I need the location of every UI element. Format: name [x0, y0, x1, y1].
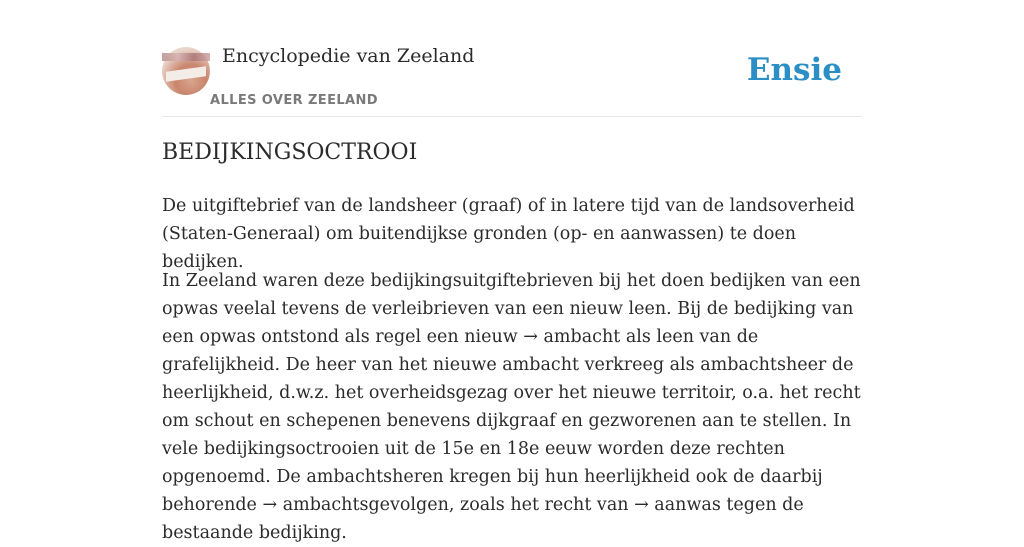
site-tagline: ALLES OVER ZEELAND — [210, 93, 378, 108]
site-header — [162, 0, 862, 117]
article-paragraph: In Zeeland waren deze bedijkingsuitgiftebrieven bij het doen bedijken van een opwas veelal tevens de verleibrieven van een nieuw leen. Bij de bedijking van een opwas ontstond als regel een nieuw → ambacht als leen van de grafelijkheid. De heer van het nieuwe ambacht verkreeg als ambachtsheer de heerlijkheid, d.w.z. het overheidsgezag over het nieuwe territoir, o.a. het recht om schout en schepenen benevens dijkgraaf en gezworenen aan te stellen. In vele bedijkingsoctrooien uit de 15e en 18e eeuw worden deze rechten opgenoemd. De ambachtsheren kregen bij hun heerlijkheid ook de daarbij behorende → ambachtsgevolgen, zoals het recht van → aanwas tegen de bestaande bedijking. — [162, 271, 861, 543]
site-title[interactable]: Encyclopedie van Zeeland — [222, 45, 475, 67]
avatar-image-band — [162, 53, 210, 61]
avatar-image-detail — [166, 66, 206, 82]
site-avatar[interactable] — [162, 47, 210, 95]
article-title: BEDIJKINGSOCTROOI — [162, 140, 418, 165]
brand-logo[interactable]: Ensie — [746, 52, 842, 88]
page-container — [162, 0, 862, 543]
article-paragraph: De uitgiftebrief van de landsheer (graaf) of in latere tijd van de landsoverheid (Staten-Generaal) om buitendijkse gronden (op- en aanwassen) te doen bedijken. — [162, 196, 855, 272]
